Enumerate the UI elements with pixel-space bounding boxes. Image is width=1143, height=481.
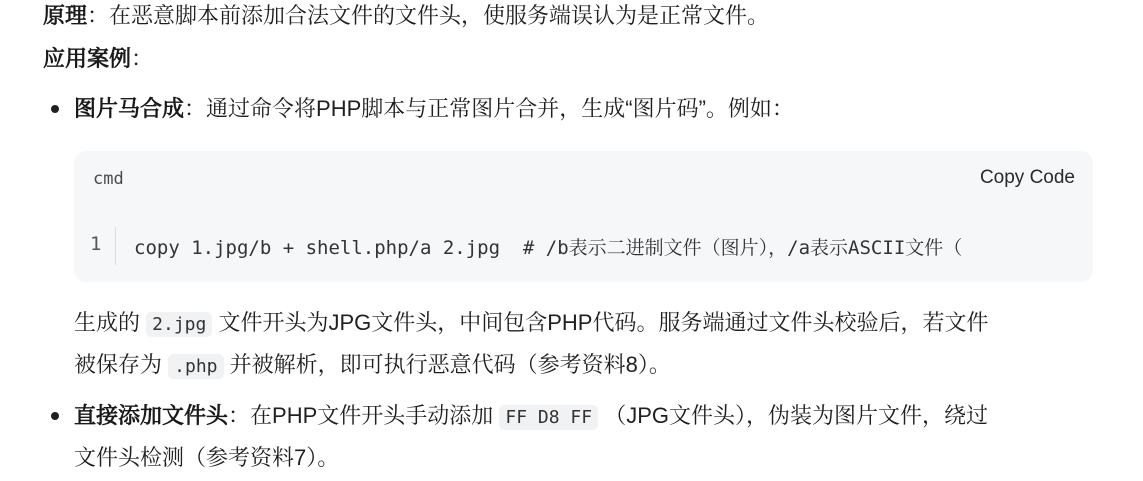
bullet1-line — [74, 93, 794, 125]
para1-part3: 被保存为 — [74, 352, 163, 377]
line-number: 1 — [90, 233, 102, 255]
case-heading — [43, 43, 153, 75]
inline-code-2jpg: 2.jpg — [146, 312, 212, 337]
principle-label: 原理 — [43, 3, 88, 28]
case-heading-colon: ： — [131, 46, 154, 71]
code-header — [74, 151, 1093, 209]
bullet-dot — [51, 105, 59, 113]
case-heading-label: 应用案例 — [43, 46, 132, 71]
inline-code-php: .php — [168, 354, 223, 379]
principle-line — [43, 0, 769, 32]
code-block — [74, 151, 1093, 282]
bullet2-text1: ：在PHP文件开头手动添加 — [228, 403, 494, 428]
code-language-label: cmd — [93, 169, 124, 189]
bullet-dot — [51, 412, 59, 420]
bullet2-text2: （JPG文件头），伪装为图片文件，绕过 — [604, 403, 989, 428]
bullet2-line2 — [74, 442, 339, 474]
inline-code-ffd8ff: FF D8 FF — [499, 405, 598, 430]
copy-code-button[interactable]: Copy Code — [979, 167, 1075, 188]
bullet2-line1 — [74, 400, 988, 434]
bullet2-text3: 文件头检测（参考资料7）。 — [74, 445, 340, 470]
code-line: copy 1.jpg/b + shell.php/a 2.jpg # /b表示二进制文件（图片），/a表示ASCII文件（ — [134, 237, 963, 259]
para1-part1: 生成的 — [74, 310, 141, 335]
code-body — [74, 209, 1093, 282]
bullet1-text: ：通过命令将PHP脚本与正常图片合并，生成“图片码”。例如： — [184, 96, 794, 121]
para1-part4: 并被解析，即可执行恶意代码（参考资料8）。 — [229, 352, 671, 377]
para1-line1 — [74, 307, 988, 341]
bullet1-label: 图片马合成 — [74, 96, 185, 121]
para1-part2: 文件开头为JPG文件头，中间包含PHP代码。服务端通过文件头校验后，若文件 — [218, 310, 989, 335]
para1-line2 — [74, 349, 671, 383]
bullet2-label: 直接添加文件头 — [74, 403, 229, 428]
gutter-divider — [115, 227, 116, 265]
principle-text: ：在恶意脚本前添加合法文件的文件头，使服务端误认为是正常文件。 — [87, 3, 770, 28]
